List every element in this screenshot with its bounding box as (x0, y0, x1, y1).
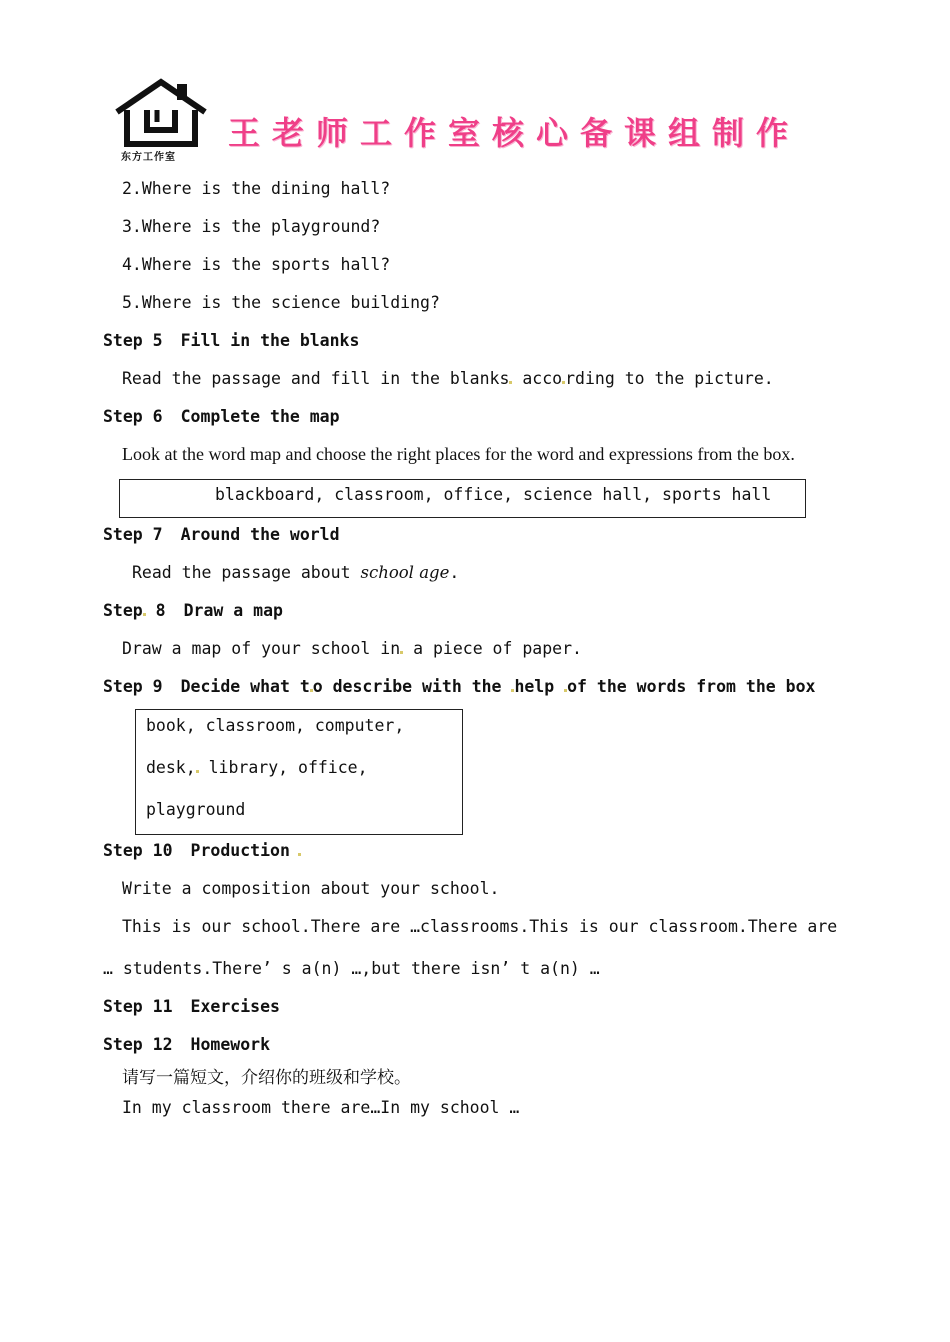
step-11-heading (103, 996, 280, 1018)
step-9-number: Step 9 (103, 677, 163, 696)
step-10-title: Production (190, 841, 290, 860)
step-8-title: Draw a map (183, 601, 283, 620)
question-2: 2.Where is the dining hall? (122, 179, 391, 198)
step-7-italic-term: school age (360, 563, 450, 582)
step-5-heading (103, 330, 359, 352)
step-9-title-part-1: Decide what t (180, 677, 310, 696)
step-7-title: Around the world (180, 525, 340, 544)
step-9-title-part-4: of the words from the box (567, 677, 816, 696)
word-box-2-row-2-part-2: library, office, (198, 758, 368, 777)
step-8-body-part-1: Draw a map of your school in (122, 639, 401, 658)
step-5-title: Fill in the blanks (180, 331, 360, 350)
step-9-title-part-2: o describe with the (312, 677, 512, 696)
word-box-2 (135, 709, 463, 835)
word-box-1-text: blackboard, classroom, office, science hall, sports hall (215, 485, 772, 504)
step-10-number: Step 10 (103, 841, 173, 860)
step-6-number: Step 6 (103, 407, 163, 426)
question-3: 3.Where is the playground? (122, 217, 381, 236)
step-10-paragraph-line-1: This is our school.There are …classrooms.This is our classroom.There are (122, 917, 838, 936)
step-11-title: Exercises (190, 997, 280, 1016)
step-12-title: Homework (190, 1035, 271, 1054)
step-5-body (122, 368, 774, 390)
step-8-body (122, 638, 582, 660)
mark-dot (298, 853, 301, 856)
step-12-chinese-instruction: 请写一篇短文，介绍你的班级和学校。 (122, 1068, 411, 1088)
step-12-body: In my classroom there are…In my school … (122, 1098, 520, 1117)
banner-title: 王老师工作室核心备课组制作 (228, 114, 801, 152)
step-11-number: Step 11 (103, 997, 173, 1016)
house-logo-icon (113, 76, 209, 162)
step-12-number: Step 12 (103, 1035, 173, 1054)
step-5-number: Step 5 (103, 331, 163, 350)
step-5-body-part-2: acco (512, 369, 563, 388)
step-9-title-part-3: help (514, 677, 565, 696)
step-10-body: Write a composition about your school. (122, 879, 500, 898)
step-7-body-part-2: . (449, 563, 460, 582)
step-6-title: Complete the map (180, 407, 340, 426)
question-4: 4.Where is the sports hall? (122, 255, 391, 274)
step-8-number-b: 8 (145, 601, 166, 620)
step-12-heading (103, 1034, 270, 1056)
logo-caption: 东方工作室 (121, 152, 176, 163)
word-box-2-row-2-part-1: desk, (146, 758, 196, 777)
step-8-heading (103, 600, 283, 622)
step-9-heading (103, 676, 815, 698)
step-6-heading (103, 406, 340, 428)
step-8-body-part-2: a piece of paper. (403, 639, 582, 658)
word-box-2-row-1: book, classroom, computer, (146, 716, 405, 735)
step-5-body-part-3: rding to the picture. (565, 369, 774, 388)
step-10-heading (103, 840, 301, 862)
word-box-1 (119, 479, 806, 518)
step-7-number: Step 7 (103, 525, 163, 544)
step-7-body-part-1: Read the passage about (132, 563, 361, 582)
step-5-body-part-1: Read the passage and fill in the blanks (122, 369, 510, 388)
step-7-heading (103, 524, 340, 546)
word-box-2-row-3: playground (146, 800, 246, 819)
step-7-body (132, 562, 459, 584)
word-box-2-row-2 (146, 757, 368, 779)
step-6-body: Look at the word map and choose the right places for the word and expressions from the box. (122, 444, 795, 464)
page-header (113, 76, 853, 166)
question-5: 5.Where is the science building? (122, 293, 440, 312)
step-8-number: Step (103, 601, 143, 620)
step-10-paragraph-line-2: … students.There’ s a(n) …,but there isn’ t a(n) … (103, 959, 600, 978)
